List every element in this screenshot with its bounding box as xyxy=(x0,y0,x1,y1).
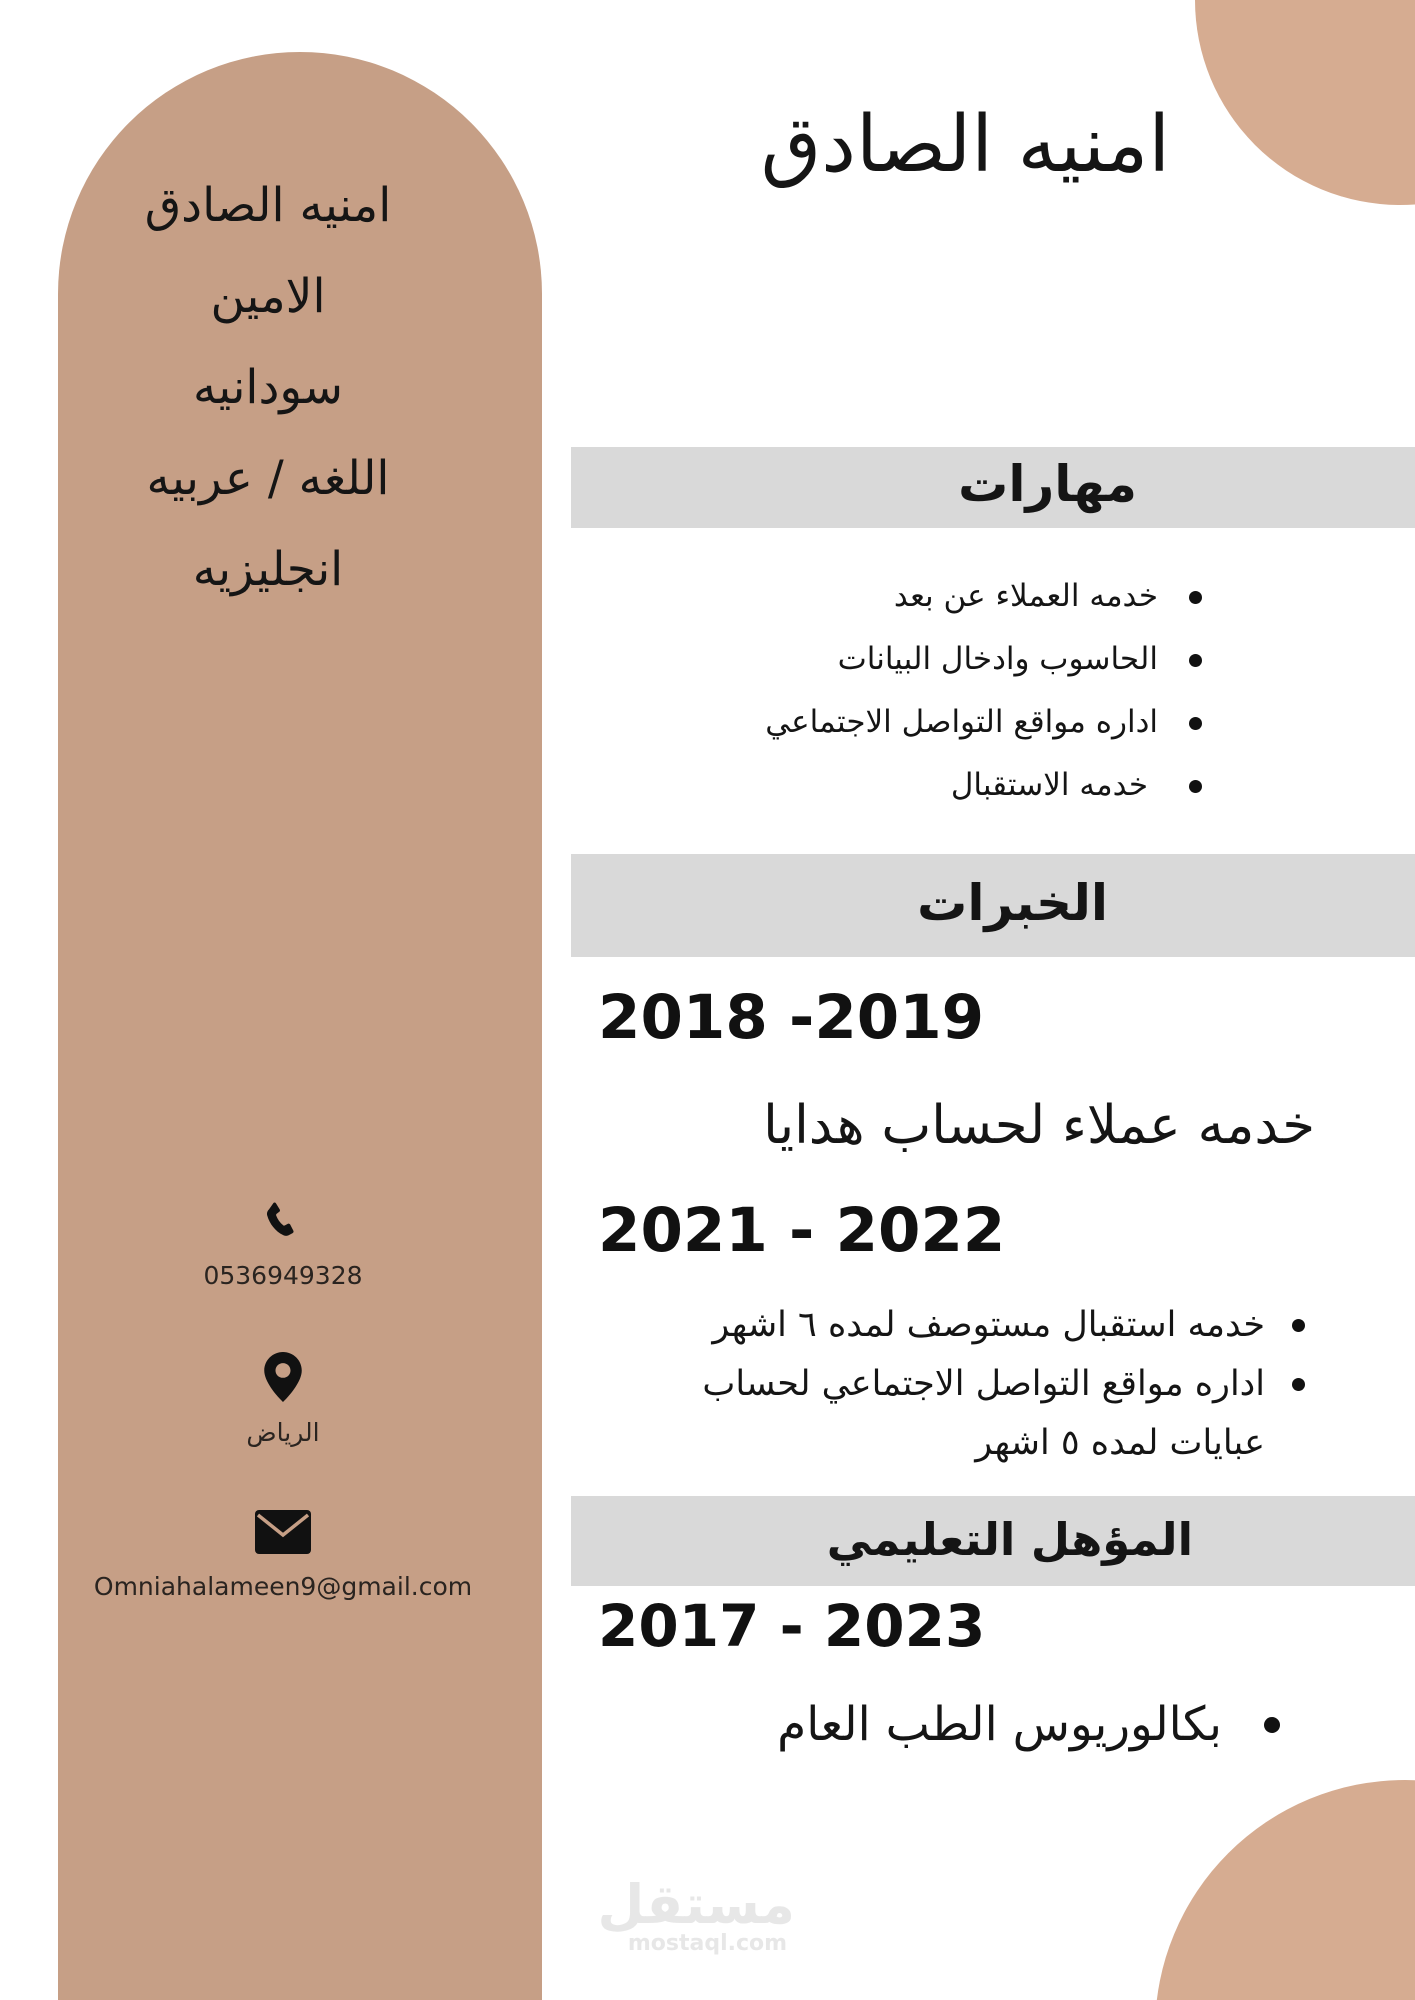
location-pin-icon xyxy=(264,1352,302,1402)
experience-header xyxy=(571,854,1415,957)
list-item: اداره مواقع التواصل الاجتماعي xyxy=(765,691,1158,754)
sidebar-surname: الامين xyxy=(210,269,326,324)
watermark-latin: mostaql.com xyxy=(627,1931,788,1956)
education-header xyxy=(571,1496,1415,1586)
email-address[interactable]: Omniahalameen9@gmail.com xyxy=(93,1572,473,1601)
list-item: خدمه استقبال مستوصف لمده ٦ اشهر xyxy=(702,1296,1265,1355)
skills-header xyxy=(571,447,1415,528)
sidebar-nationality: سودانيه xyxy=(192,360,344,415)
experience-years-2: 2021 - 2022 xyxy=(598,1195,1006,1266)
decorative-circle-bottom xyxy=(1155,1780,1415,2000)
list-item: بكالوريوس الطب العام xyxy=(777,1695,1222,1755)
watermark-arabic: مستقل xyxy=(597,1873,795,1936)
list-item: الحاسوب وادخال البيانات xyxy=(765,628,1158,691)
skills-list xyxy=(765,565,1158,817)
personal-info xyxy=(58,160,478,615)
skills-title: مهارات xyxy=(958,455,1137,513)
decorative-circle-top xyxy=(1195,0,1415,205)
phone-number: 0536949328 xyxy=(203,1261,363,1290)
location-city: الرياض xyxy=(246,1418,320,1447)
sidebar-languages: اللغه / عربيه xyxy=(146,451,390,506)
contact-location xyxy=(58,1352,508,1447)
phone-icon xyxy=(262,1195,304,1245)
education-title: المؤهل التعليمي xyxy=(826,1513,1193,1566)
experience-bullets-2 xyxy=(702,1296,1265,1473)
list-item: خدمه العملاء عن بعد xyxy=(765,565,1158,628)
experience-years-1: 2018 -2019 xyxy=(598,982,985,1053)
envelope-icon xyxy=(255,1510,311,1554)
sidebar-name: امنيه الصادق xyxy=(144,178,392,233)
list-item-continuation: عبايات لمده ٥ اشهر xyxy=(975,1423,1265,1463)
education-years: 2017 - 2023 xyxy=(598,1592,986,1660)
experience-title: الخبرات xyxy=(917,874,1108,932)
education-list xyxy=(777,1695,1222,1755)
contact-phone xyxy=(58,1195,508,1290)
sidebar-languages-2: انجليزيه xyxy=(192,542,344,597)
watermark-logo xyxy=(597,1873,795,1956)
list-item: خدمه الاستقبال xyxy=(765,754,1158,817)
experience-role-1: خدمه عملاء لحساب هدايا xyxy=(763,1095,1315,1156)
contact-email xyxy=(58,1510,508,1601)
list-item: اداره مواقع التواصل الاجتماعي لحساب xyxy=(702,1355,1265,1414)
page-title: امنيه الصادق xyxy=(760,100,1170,190)
